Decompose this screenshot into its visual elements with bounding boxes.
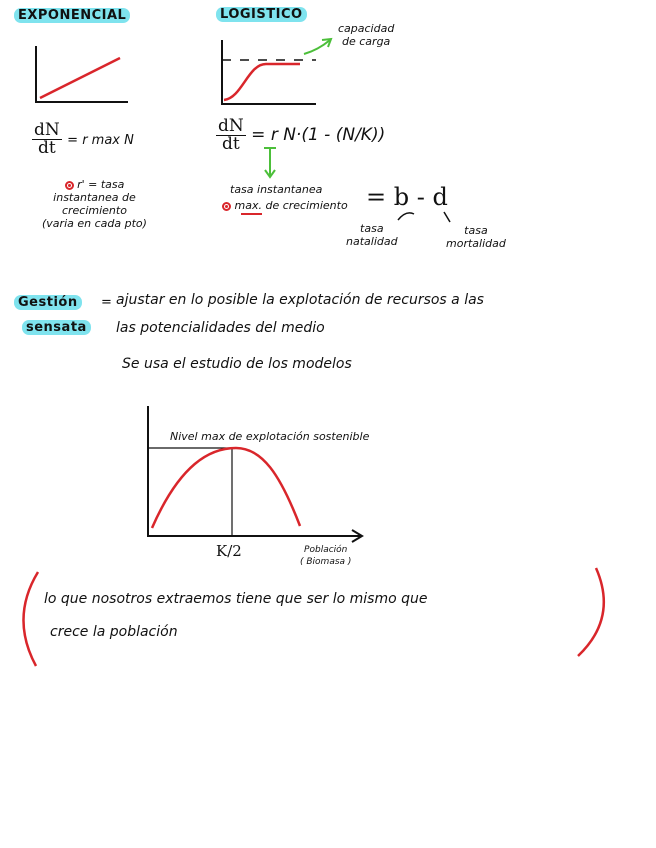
gestion-line2: las potencialidades del medio [116,320,325,336]
gestion-line3: Se usa el estudio de los modelos [122,356,352,372]
harvest-graph [140,404,370,540]
exponencial-note: r' = tasa instantanea de crecimiento (varia en cada pto) [42,178,147,230]
logistico-note-line1: tasa instantanea [230,183,323,196]
gestion-equals: = [101,295,112,310]
green-down-arrow-icon [262,146,282,180]
capacity-label: capacidad de carga [338,22,395,48]
logistico-note-line2: max. de crecimiento [222,199,348,212]
logistico-title: LOGISTICO [216,7,307,22]
exponencial-title: EXPONENCIAL [14,8,130,23]
bracket-note-line1: lo que nosotros extraemos tiene que ser lo mismo que [44,591,428,607]
logistic-curve [224,64,300,100]
red-bullet-icon [65,181,74,190]
exponencial-equation: $\frac{dN}{dt}$ = r max N [34,120,134,158]
red-bullet-icon [222,202,231,211]
x-axis-label: Población ( Biomasa ) [300,545,352,567]
k-half-label: K/2 [216,542,242,560]
logistic-graph [218,38,418,110]
right-bracket [578,568,604,656]
logistico-equation: $\frac{dN}{dt}$ = r N·(1 - (N/K)) [218,116,386,154]
gestion-title-line2: sensata [22,320,91,335]
max-level-label: Nivel max de explotación sostenible [170,430,370,443]
red-brackets [18,568,618,670]
left-bracket [23,572,38,666]
exponential-curve [40,58,120,98]
gestion-title-line1: Gestión [14,295,82,310]
harvest-curve [152,448,300,528]
bracket-note-line2: crece la población [50,624,178,640]
natalidad-label: tasa natalidad [346,222,398,248]
gestion-line1: ajustar en lo posible la explotación de recursos a las [116,292,484,308]
green-arrow-icon [304,40,330,54]
exponential-graph [30,44,130,108]
red-underline [240,211,264,217]
r-equation: = b - d [366,183,448,211]
mortalidad-label: tasa mortalidad [446,224,506,250]
